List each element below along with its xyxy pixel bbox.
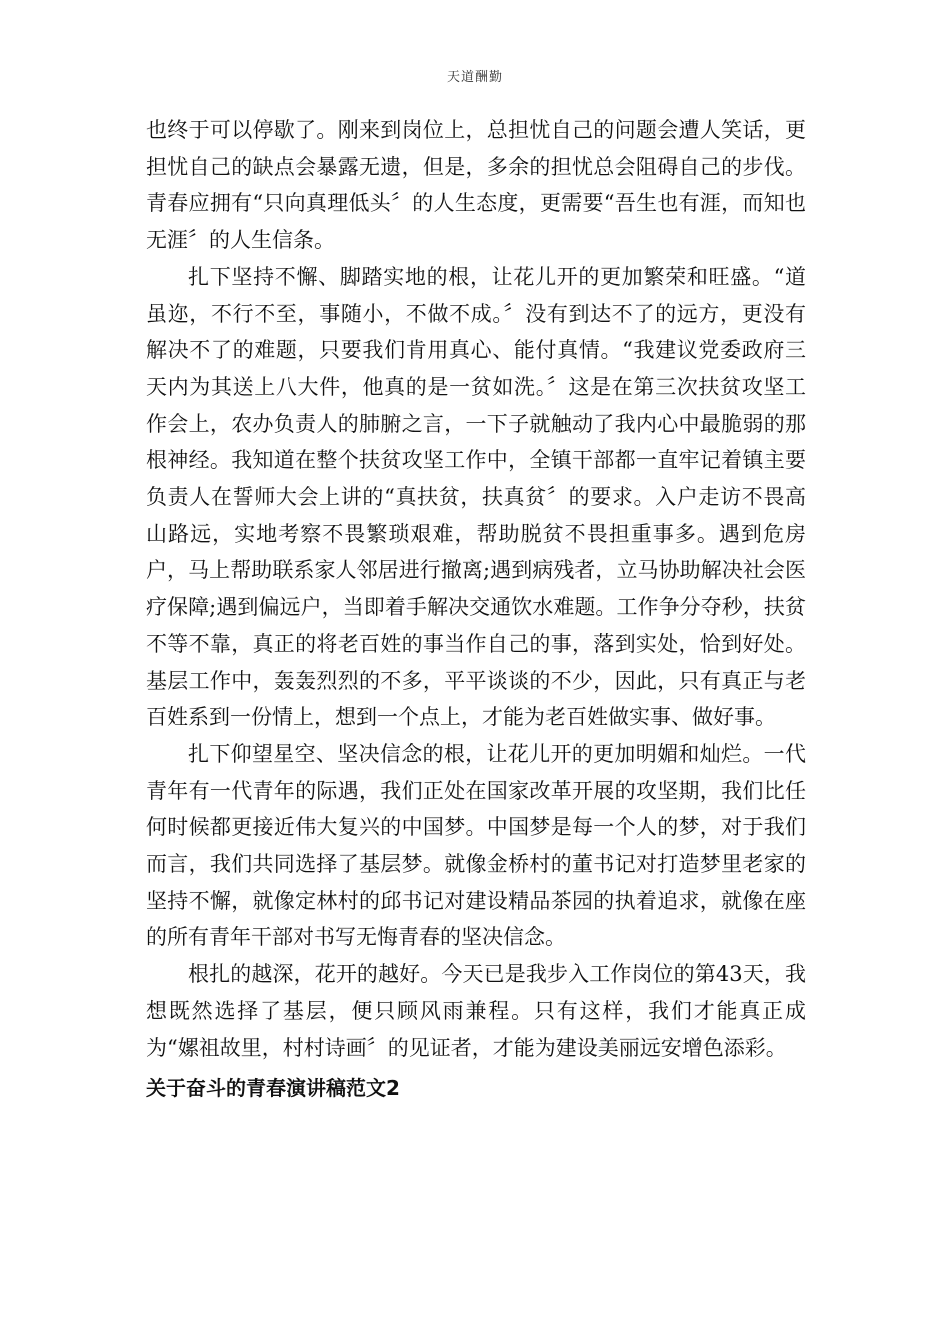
paragraph: 根扎的越深，花开的越好。今天已是我步入工作岗位的第43天，我想既然选择了基层，便只顾风雨兼程。只有这样，我们才能真正成为“嫘祖故里，村村诗画〞的见证者，才能为建设美丽远安增色添彩。 <box>146 962 806 1060</box>
document-body <box>146 112 806 1106</box>
page-header: 天道酬勤 <box>446 70 503 85</box>
paragraph: 扎下仰望星空、坚决信念的根，让花儿开的更加明媚和灿烂。一代青年有一代青年的际遇，我们正处在国家改革开展的攻坚期，我们比任何时候都更接近伟大复兴的中国梦。中国梦是每一个人的梦，对于我们而言，我们共同选择了基层梦。就像金桥村的董书记对打造梦里老家的坚持不懈，就像定林村的邱书记对建设精品茶园的执着追求，就像在座的所有青年干部对书写无悔青春的坚决信念。 <box>146 741 806 950</box>
paragraph: 扎下坚持不懈、脚踏实地的根，让花儿开的更加繁荣和旺盛。“道虽迩，不行不至，事随小，不做不成。〞没有到达不了的远方，更没有解决不了的难题，只要我们肯用真心、能付真情。“我建议党委政府三天内为其送上八大件，他真的是一贫如洗。〞这是在第三次扶贫攻坚工作会上，农办负责人的肺腑之言，一下子就触动了我内心中最脆弱的那根神经。我知道在整个扶贫攻坚工作中，全镇干部都一直牢记着镇主要负责人在誓师大会上讲的“真扶贫，扶真贫〞的要求。入户走访不畏高山路远，实地考察不畏繁琐艰难，帮助脱贫不畏担重事多。遇到危房户，马上帮助联系家人邻居进行撤离;遇到病残者，立马协助解决社会医疗保障;遇到偏远户，当即着手解决交通饮水难题。工作争分夺秒，扶贫不等不靠，真正的将老百姓的事当作自己的事，落到实处，恰到好处。基层工作中，轰轰烈烈的不多，平平谈谈的不少，因此，只有真正与老百姓系到一份情上，想到一个点上，才能为老百姓做实事、做好事。 <box>146 264 806 730</box>
section-heading: 关于奋斗的青春演讲稿范文2 <box>146 1076 400 1101</box>
paragraph: 也终于可以停歇了。刚来到岗位上，总担忧自己的问题会遭人笑话，更担忧自己的缺点会暴露无遗，但是，多余的担忧总会阻碍自己的步伐。青春应拥有“只向真理低头〞的人生态度，更需要“吾生也有涯，而知也无涯〞的人生信条。 <box>146 118 806 253</box>
